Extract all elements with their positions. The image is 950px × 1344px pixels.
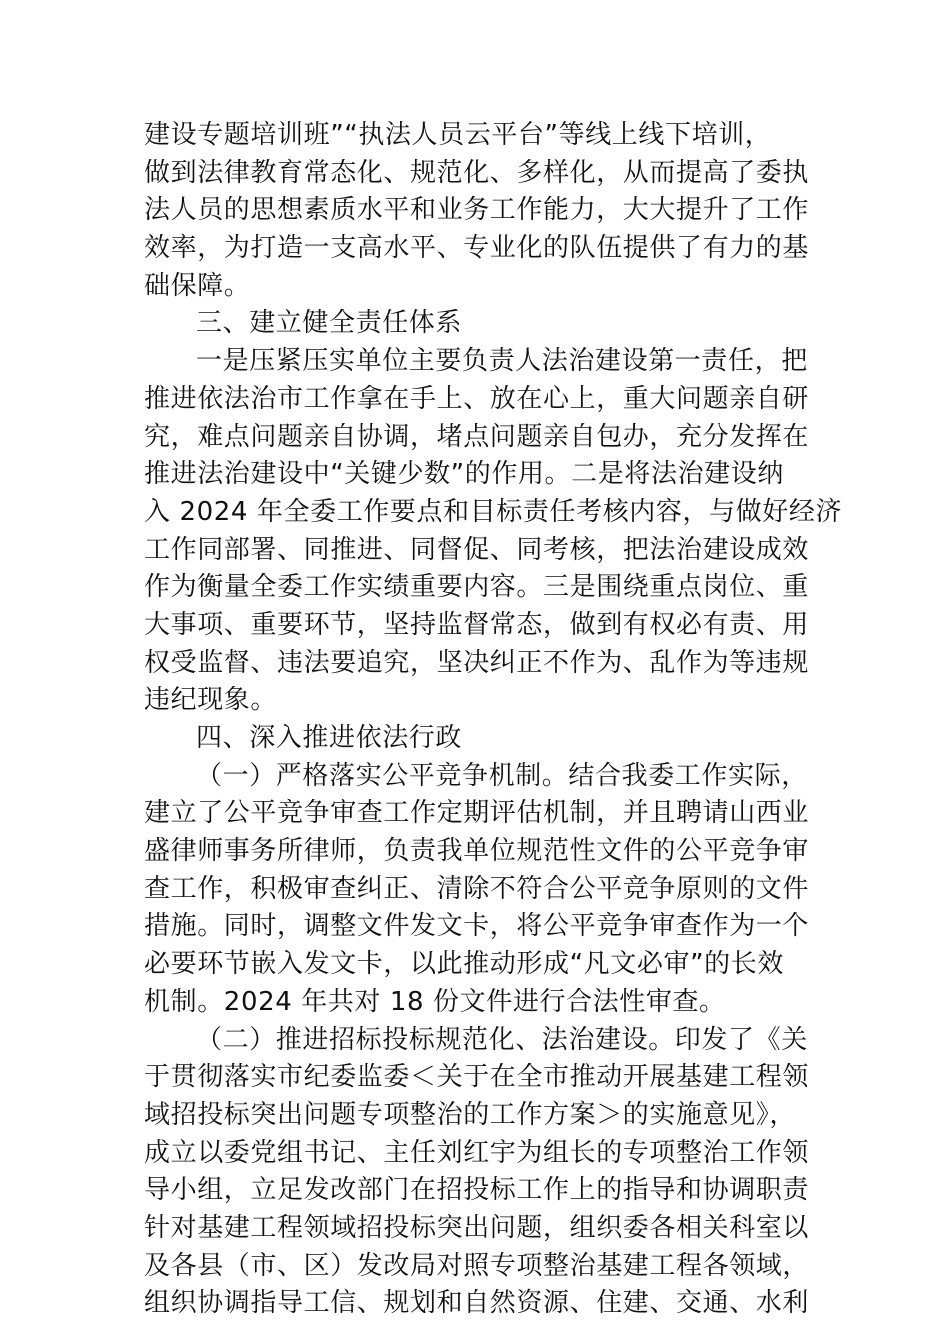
text-line: 三、建立健全责任体系	[196, 308, 463, 339]
text-line: 建设专题培训班”“执法人员云平台”等线上线下培训，	[144, 120, 772, 150]
text-line: 推进依法治市工作拿在手上、放在心上，重大问题亲自研	[144, 383, 810, 414]
text-line: 组织协调指导工信、规划和自然资源、住建、交通、水利	[144, 1288, 810, 1319]
text-line: （二）推进招标投标规范化、法治建设。印发了《关	[196, 1024, 808, 1055]
text-line: （一）严格落实公平竞争机制。结合我委工作实际，	[196, 760, 808, 791]
text-line: 查工作，积极审查纠正、清除不符合公平竞争原则的文件	[144, 873, 810, 904]
text-line: 机制。2024 年共对 18 份文件进行合法性审查。	[144, 986, 726, 1017]
text-line: 一是压紧压实单位主要负责人法治建设第一责任，把	[196, 346, 808, 377]
text-line: 大事项、重要环节，坚持监督常态，做到有权必有责、用	[144, 609, 810, 640]
text-line: 建立了公平竞争审查工作定期评估机制，并且聘请山西业	[144, 798, 810, 829]
text-line: 域招投标突出问题专项整治的工作方案＞的实施意见》，	[144, 1099, 797, 1130]
text-line: 做到法律教育常态化、规范化、多样化，从而提高了委执	[144, 157, 810, 188]
text-line: 四、深入推进依法行政	[196, 723, 463, 753]
text-line: 工作同部署、同推进、同督促、同考核，把法治建设成效	[144, 534, 810, 565]
text-line: 推进法治建设中“关键少数”的作用。二是将法治建设纳	[144, 459, 784, 490]
text-line: 必要环节嵌入发文卡，以此推动形成“凡文必审”的长效	[144, 949, 784, 980]
text-line: 盛律师事务所律师，负责我单位规范性文件的公平竞争审	[144, 836, 810, 867]
text-line: 效率，为打造一支高水平、专业化的队伍提供了有力的基	[144, 233, 810, 264]
text-line: 础保障。	[144, 270, 251, 301]
text-line: 法人员的思想素质水平和业务工作能力，大大提升了工作	[144, 195, 810, 226]
text-line: 权受监督、违法要追究，坚决纠正不作为、乱作为等违规	[144, 647, 810, 678]
text-line: 导小组，立足发改部门在招投标工作上的指导和协调职责	[144, 1175, 810, 1206]
text-line: 违纪现象。	[144, 685, 278, 716]
text-line: 作为衡量全委工作实绩重要内容。三是围绕重点岗位、重	[144, 572, 810, 603]
document-body	[144, 117, 843, 1323]
text-line: 针对基建工程领域招投标突出问题，组织委各相关科室以	[144, 1212, 810, 1243]
text-line: 入 2024 年全委工作要点和目标责任考核内容，与做好经济	[144, 496, 843, 527]
text-line: 成立以委党组书记、主任刘红宇为组长的专项整治工作领	[144, 1137, 810, 1168]
text-line: 及各县（市、区）发改局对照专项整治基建工程各领域，	[144, 1250, 810, 1281]
text-line: 于贯彻落实市纪委监委＜关于在全市推动开展基建工程领	[144, 1062, 810, 1093]
text-line: 究，难点问题亲自协调，堵点问题亲自包办，充分发挥在	[144, 421, 810, 452]
text-line: 措施。同时，调整文件发文卡，将公平竞争审查作为一个	[144, 911, 810, 942]
